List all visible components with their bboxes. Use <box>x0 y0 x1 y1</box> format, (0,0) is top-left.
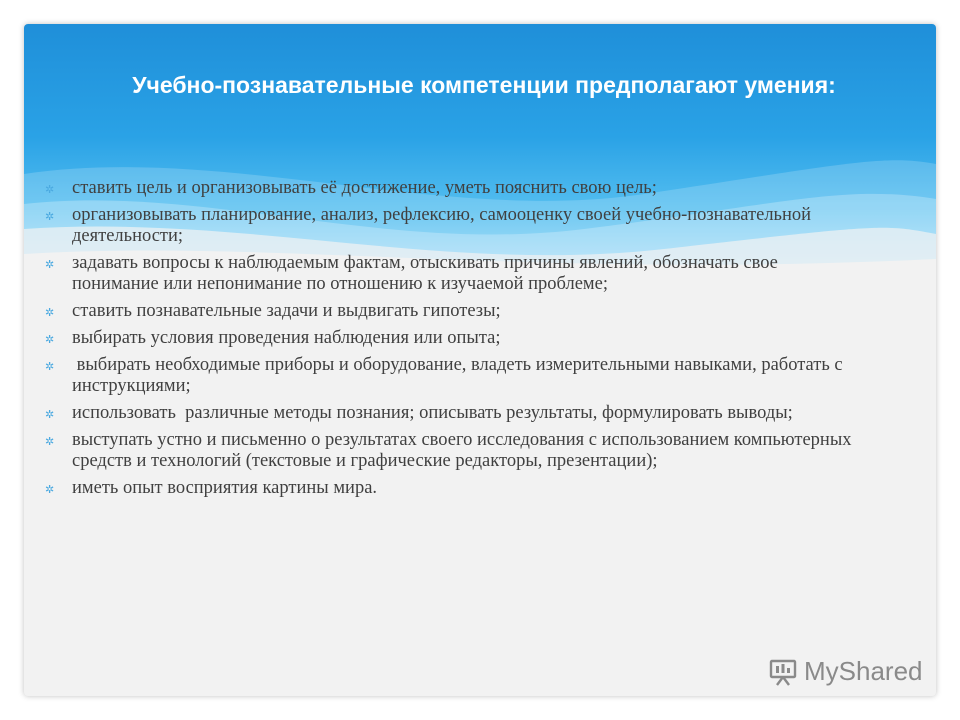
bullet-text: иметь опыт восприятия картины мира. <box>72 478 378 498</box>
bullet-text: выбирать необходимые приборы и оборудование, владеть измерительными навыками, работать с инструкциями; <box>72 355 848 396</box>
bullet-text: ставить цель и организовывать её достижение, уметь пояснить свою цель; <box>72 178 657 198</box>
bullet-text: выбирать условия проведения наблюдения или опыта; <box>72 328 501 348</box>
list-item <box>24 178 936 199</box>
bullet-icon: ✲ <box>45 435 55 448</box>
list-item <box>24 430 936 472</box>
bullet-icon: ✲ <box>45 306 55 319</box>
slide-title: Учебно-познавательные компетенции предполагают умения: <box>132 72 836 98</box>
bullet-text: организовывать планирование, анализ, рефлексию, самооценку своей учебно-познавательной деятельности; <box>72 205 812 246</box>
bullet-icon: ✲ <box>45 408 55 421</box>
bullet-icon: ✲ <box>45 360 55 373</box>
presentation-board-icon <box>768 657 798 687</box>
list-item <box>24 478 936 499</box>
watermark-text: MyShared <box>804 656 923 686</box>
bullet-icon: ✲ <box>45 333 55 346</box>
bullet-icon: ✲ <box>45 210 55 223</box>
watermark-logo[interactable] <box>768 656 923 687</box>
bullet-text: ставить познавательные задачи и выдвигать гипотезы; <box>72 301 501 321</box>
list-item <box>24 301 936 322</box>
list-item <box>24 355 936 397</box>
bullet-text: использовать различные методы познания; описывать результаты, формулировать выводы; <box>72 403 793 423</box>
bullet-icon: ✲ <box>45 258 55 271</box>
list-item <box>24 205 936 247</box>
bullet-text: выступать устно и письменно о результатах своего исследования с использованием компьютерных средств и технологий (текстовые и графические редакторы, презентации); <box>72 430 852 471</box>
list-item <box>24 253 936 295</box>
bullet-list <box>24 178 936 505</box>
slide-panel <box>24 24 936 696</box>
list-item <box>24 328 936 349</box>
list-item <box>24 403 936 424</box>
bullet-icon: ✲ <box>45 483 55 496</box>
bullet-icon: ✲ <box>45 183 55 196</box>
bullet-text: задавать вопросы к наблюдаемым фактам, отыскивать причины явлений, обозначать свое понимание или непонимание по отношению к изучаемой проблеме; <box>72 253 778 294</box>
